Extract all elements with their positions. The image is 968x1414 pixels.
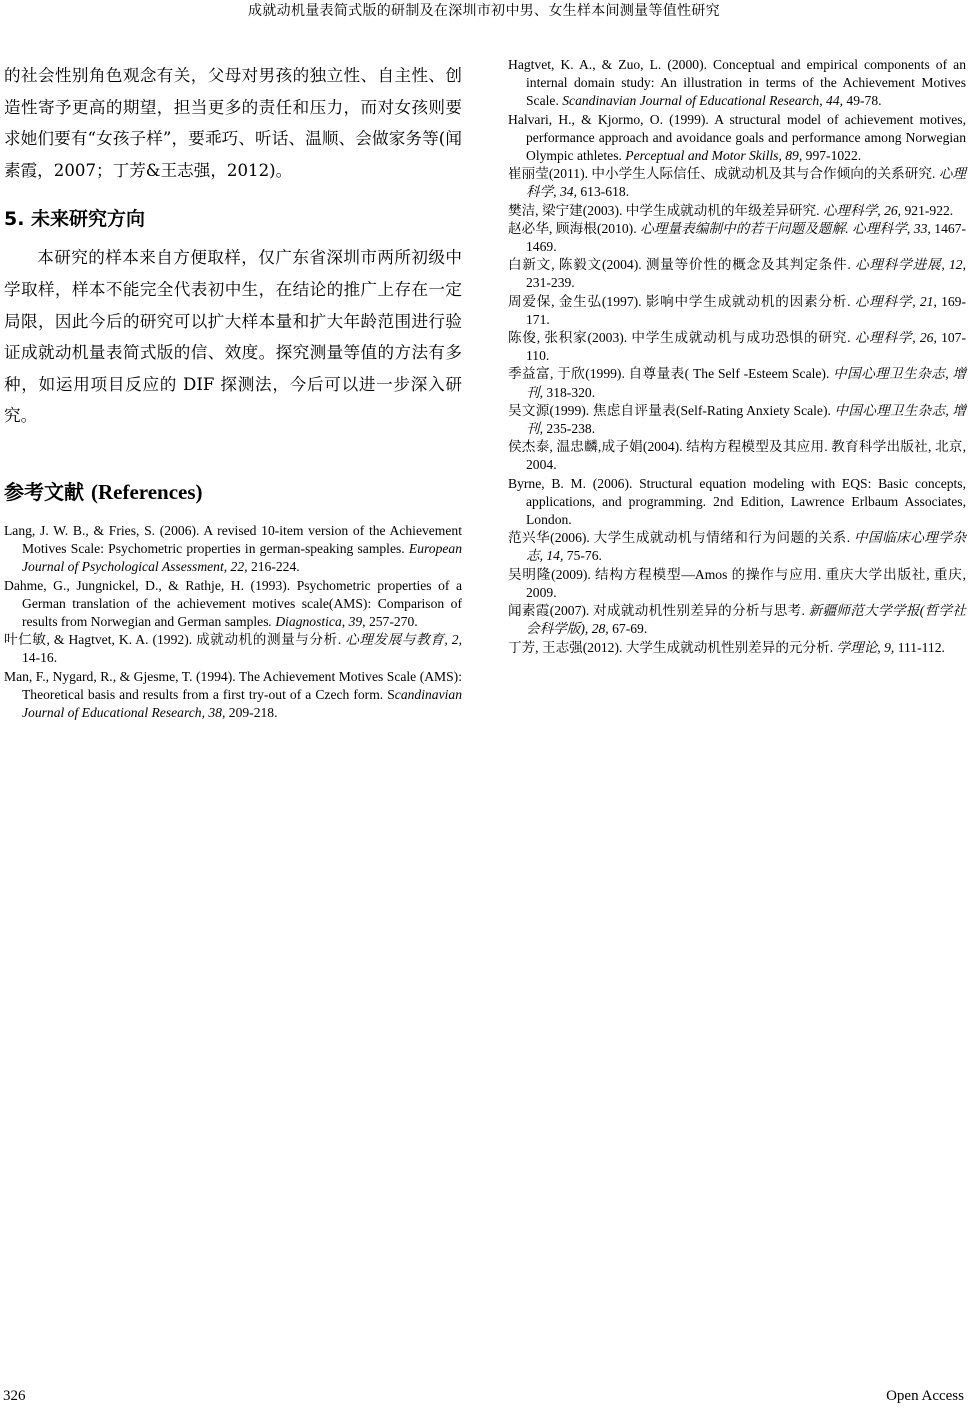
- reference-pre: 崔丽莹(2011). 中小学生人际信任、成就动机及其与合作倾向的关系研究.: [508, 166, 939, 182]
- reference-journal: 新疆师范大学学报(哲学社会科学版), 28,: [526, 603, 966, 637]
- reference-journal: 中国临床心理学杂志, 14,: [526, 530, 967, 564]
- reference-pre: 赵必华, 顾海根(2010).: [508, 220, 641, 236]
- reference-pre: 吴明隆(2009). 结构方程模型—Amos 的操作与应用. 重庆大学出版社, 重庆, 2009.: [508, 566, 966, 600]
- reference-pre: Dahme, G., Jungnickel, D., & Rathje, H. (1993). Psychometric properties of a German translation of the achievement motives scale(AMS): Comparison of results from Norwegian and German samples: [4, 577, 462, 629]
- reference-pre: Hagtvet, K. A., & Zuo, L. (2000). Conceptual and empirical components of an internal domain study: An illustration in terms of the Achievement Motives Scale.: [508, 57, 966, 109]
- reference-item: [508, 438, 966, 474]
- reference-item: [508, 202, 966, 220]
- reference-item: [4, 577, 462, 632]
- reference-pre: 范兴华(2006). 大学生成就动机与情绪和行为问题的关系.: [508, 530, 854, 546]
- reference-pre: Byrne, B. M. (2006). Structural equation modeling with EQS: Basic concepts, applications, and programming. 2nd Edition, Lawrence Erlbaum Associates, London.: [508, 475, 966, 528]
- reference-journal: 学理论, 9,: [836, 639, 895, 655]
- reference-item: [508, 602, 966, 638]
- reference-item: [4, 668, 462, 723]
- reference-item: [4, 631, 462, 667]
- references-heading-cn: 参考文献: [4, 479, 84, 504]
- reference-post: 14-16.: [22, 650, 58, 666]
- running-title: 成就动机量表简式版的研制及在深圳市初中男、女生样本间测量等值性研究: [248, 3, 720, 19]
- reference-pre: 周爱保, 金生弘(1997). 影响中学生成就动机的因素分析.: [508, 293, 855, 309]
- reference-item: [508, 256, 966, 292]
- reference-item: [508, 329, 966, 365]
- reference-item: [508, 365, 966, 401]
- reference-post: 209-218.: [225, 704, 278, 720]
- reference-journal: 心理发展与教育, 2,: [345, 632, 462, 648]
- reference-post: 216-224.: [247, 559, 300, 575]
- reference-journal: European Journal of Psychological Assessment, 22,: [22, 541, 462, 575]
- reference-pre: 闻素霞(2007). 对成就动机性别差异的分析与思考.: [508, 603, 809, 619]
- reference-item: [508, 165, 966, 201]
- reference-pre: Man, F., Nygard, R., & Gjesme, T. (1994). The Achievement Motives Scale (AMS): Theoretical basis and results from a first try-out of a Czech form. S: [4, 668, 462, 702]
- reference-list-right: [508, 56, 966, 657]
- reference-post: 49-78.: [843, 93, 882, 109]
- reference-pre: 樊洁, 梁宁建(2003). 中学生成就动机的年级差异研究.: [508, 202, 823, 218]
- right-column: [508, 56, 966, 657]
- reference-item: [4, 522, 462, 577]
- reference-pre: 白新文, 陈毅文(2004). 测量等价性的概念及其判定条件.: [508, 257, 856, 273]
- reference-journal: 中国心理卫生杂志, 增刊,: [526, 366, 966, 400]
- reference-post: 1467-1469.: [526, 220, 966, 255]
- reference-journal: 心理科学, 34,: [526, 166, 967, 200]
- reference-pre: 陈俊, 张积家(2003). 中学生成就动机与成功恐惧的研究.: [508, 330, 855, 346]
- reference-journal: 心理科学, 26,: [854, 330, 937, 346]
- reference-journal: candinavian Journal of Educational Research, 38,: [22, 686, 462, 720]
- reference-journal: 心理量表编制中的若干问题及题解. 心理科学, 33,: [640, 220, 931, 236]
- reference-post: 107-110.: [526, 330, 966, 364]
- reference-post: 257-270.: [365, 613, 418, 629]
- reference-item: [508, 402, 966, 438]
- reference-pre: 季益富, 于欣(1999). 自尊量表( The Self -Esteem Scale).: [508, 366, 834, 382]
- reference-post: 997-1022.: [802, 148, 862, 164]
- page-number: 326: [3, 1388, 26, 1404]
- reference-post: 67-69.: [608, 621, 648, 637]
- reference-item: [508, 220, 966, 256]
- reference-item: [508, 475, 966, 530]
- reference-pre: 吴文源(1999). 焦虑自评量表(Self-Rating Anxiety Scale).: [508, 402, 835, 418]
- left-column: [4, 60, 462, 722]
- section-5-title: 5. 未来研究方向: [4, 208, 146, 231]
- reference-item: [508, 293, 966, 329]
- reference-item: [508, 111, 966, 166]
- reference-journal: Scandinavian Journal of Educational Research, 44,: [562, 93, 844, 109]
- reference-list-left: [4, 522, 462, 722]
- reference-item: [508, 566, 966, 602]
- reference-pre: 叶仁敏, & Hagtvet, K. A. (1992). 成就动机的测量与分析.: [4, 632, 346, 648]
- reference-post: 111-112.: [894, 639, 945, 655]
- reference-post: 235-238.: [543, 421, 596, 437]
- reference-post: 169-171.: [526, 293, 966, 327]
- page-footer: [0, 1388, 968, 1414]
- reference-journal: 中国心理卫生杂志, 增刊,: [526, 402, 967, 437]
- reference-journal: 心理科学, 21,: [854, 293, 937, 309]
- reference-journal: . Diagnostica, 39,: [268, 613, 366, 629]
- reference-journal: 心理科学, 26,: [822, 202, 902, 218]
- reference-pre: 侯杰泰, 温忠麟,成子娟(2004). 结构方程模型及其应用. 教育科学出版社, 北京, 2004.: [508, 439, 966, 473]
- reference-post: 921-922.: [901, 202, 954, 218]
- references-heading-en: (References): [90, 479, 203, 504]
- reference-pre: Halvari, H., & Kjormo, O. (1999). A structural model of achievement motives, performance approach and avoidance goals and performance among Norwegian Olympic athletes.: [508, 111, 966, 164]
- reference-item: [508, 639, 966, 657]
- reference-pre: 丁芳, 王志强(2012). 大学生成就动机性别差异的元分析.: [508, 639, 837, 655]
- reference-item: [508, 56, 966, 111]
- body-paragraph-2: 本研究的样本来自方便取样，仅广东省深圳市两所初级中学取样，样本不能完全代表初中生，在结论的推广上存在一定局限，因此今后的研究可以扩大样本量和扩大年龄范围进行验证成就动机量表简式版的信、效度。探究测量等值的方法有多种，如运用项目反应的 DIF 探测法，今后可以进一步深入研究。: [4, 248, 462, 426]
- reference-pre: Lang, J. W. B., & Fries, S. (2006). A revised 10-item version of the Achievement Motives Scale: Psychometric properties in german-speaking samples.: [4, 522, 462, 557]
- reference-post: 613-618.: [576, 184, 630, 200]
- reference-post: 318-320.: [543, 384, 596, 400]
- reference-post: 75-76.: [563, 548, 602, 564]
- reference-item: [508, 529, 966, 565]
- open-access-label: Open Access: [886, 1388, 964, 1404]
- body-paragraph-1: 的社会性别角色观念有关，父母对男孩的独立性、自主性、创造性寄予更高的期望，担当更多的责任和压力，而对女孩则要求她们要有“女孩子样”，要乖巧、听话、温顺、会做家务等(闻素霞，2007；丁芳&王志强，2012)。: [4, 66, 462, 180]
- reference-journal: Perceptual and Motor Skills, 89,: [625, 148, 803, 164]
- reference-journal: 心理科学进展, 12,: [855, 257, 966, 273]
- references-heading: [4, 478, 462, 506]
- reference-post: 231-239.: [526, 275, 575, 291]
